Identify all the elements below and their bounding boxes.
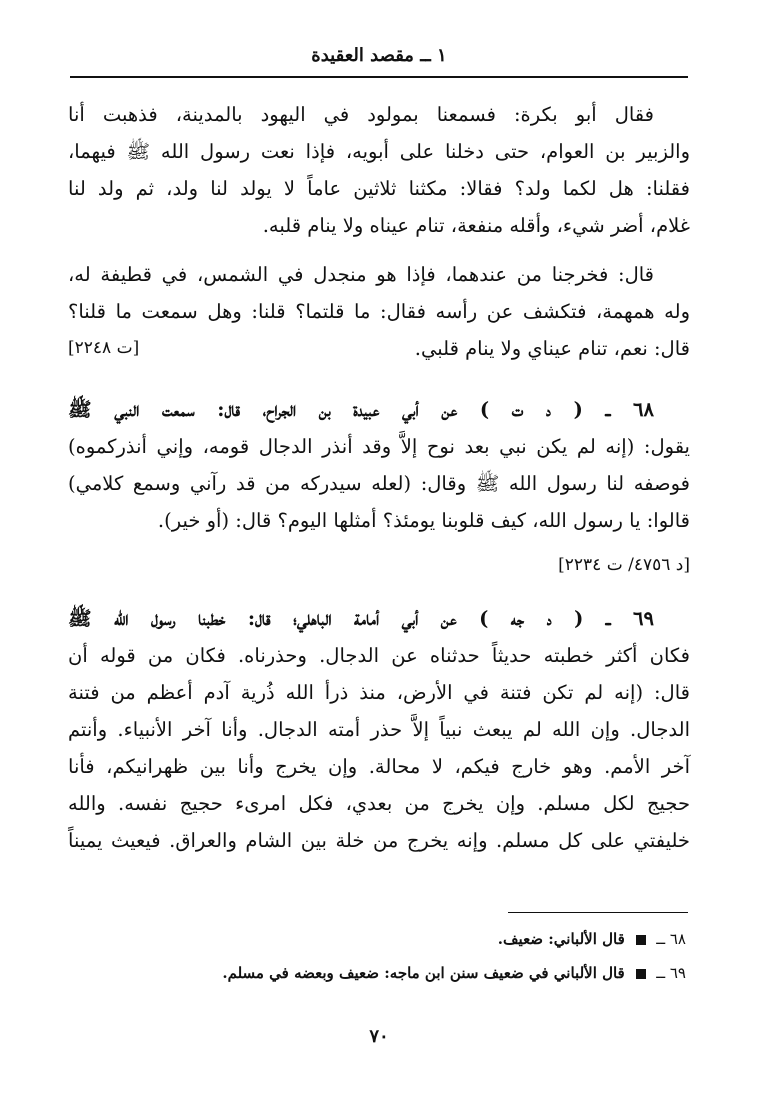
text-line-with-reference bbox=[68, 330, 690, 367]
footnote-number: ٦٨ bbox=[669, 930, 686, 948]
text-line: آخر الأمم. وهو خارج فيكم، لا محالة. وإن يخرج وأنا بين ظهرانيكم، فأنا bbox=[68, 755, 690, 778]
text-line: قال: (إنه لم تكن فتنة في الأرض، منذ ذرأ الله ذُرية آدم أعظم من فتنة bbox=[68, 681, 690, 704]
hadith-68 bbox=[68, 391, 690, 584]
text-line: فوصفه لنا رسول الله ﷺ وقال: (لعله سيدركه من قد رآني وسمع كلامي) bbox=[68, 472, 690, 495]
footnote-68 bbox=[72, 922, 686, 956]
text-line: الدجال. وإن الله لم يبعث نبياً إلاَّ حذر أمته الدجال. وأنا آخر الأنبياء. وأنتم bbox=[68, 718, 690, 741]
paragraph-qala bbox=[68, 256, 690, 367]
text-line: قالوا: يا رسول الله، كيف قلوبنا يومئذ؟ أمثلها اليوم؟ قال: (أو خير). bbox=[157, 509, 690, 532]
footnote-dash: ــ bbox=[656, 930, 666, 948]
text-line: فكان أكثر خطبته حديثاً حدثناه عن الدجال. وحذرناه. فكان من قوله أن bbox=[68, 644, 690, 667]
text-line: حجيج لكل مسلم. وإن يخرج من بعدي، فكل امرىء حجيج نفسه. والله bbox=[68, 792, 690, 815]
text-line: والزبير بن العوام، حتى دخلنا على أبويه، فإذا نعت رسول الله ﷺ فيهما، bbox=[68, 140, 690, 163]
text-line: قال: نعم، تنام عيناي ولا ينام قلبي. bbox=[414, 337, 690, 360]
text-line: فقلنا: هل لكما ولد؟ فقالا: مكثنا ثلاثين عاماً لا يولد لنا ولد، ثم ولد لنا bbox=[68, 177, 690, 200]
running-title: ١ ــ مقصد العقيدة bbox=[311, 45, 447, 66]
hadith-heading-line: ٦٩ ــ ( د جه ) عن أبي أمامة الباهلي؛ قال: خطبنا رسول الله ﷺ bbox=[68, 607, 654, 630]
footnote-rule bbox=[508, 912, 688, 913]
footnote-text: قال الألباني في ضعيف سنن ابن ماجه: ضعيف وبعضه في مسلم. bbox=[222, 964, 625, 982]
text-line: خليفتي على كل مسلم. وإنه يخرج من خلة بين الشام والعراق. فيعيث يميناً bbox=[68, 829, 690, 852]
footnote-69 bbox=[72, 956, 686, 990]
source-reference: [د ٤٧٥٦/ ت ٢٢٣٤] bbox=[558, 555, 690, 575]
text-line: فقال أبو بكرة: فسمعنا بمولود في اليهود بالمدينة، فذهبت أنا bbox=[68, 103, 654, 126]
main-text bbox=[68, 96, 690, 859]
footnotes bbox=[72, 922, 686, 990]
text-line: يقول: (إنه لم يكن نبي بعد نوح إلاَّ وقد أنذر الدجال قومه، وإني أنذركموه) bbox=[68, 435, 690, 458]
footnote-dash: ــ bbox=[656, 964, 666, 982]
paragraph-abu-bakra bbox=[68, 96, 690, 244]
footnote-number: ٦٩ bbox=[669, 964, 686, 982]
text-line: وله همهمة، فتكشف عن رأسه فقال: ما قلتما؟ قلنا: وهل سمعت ما قلنا؟ bbox=[68, 300, 690, 323]
square-bullet-icon bbox=[636, 935, 646, 945]
page-number: ٧٠ bbox=[369, 1026, 389, 1047]
source-reference: [ت ٢٢٤٨] bbox=[68, 338, 140, 358]
hadith-heading-line: ٦٨ ــ ( د ت ) عن أبي عبيدة بن الجراح، قال: سمعت النبي ﷺ bbox=[68, 398, 654, 421]
hadith-69 bbox=[68, 600, 690, 859]
header-rule bbox=[70, 76, 688, 78]
footnote-text: قال الألباني: ضعيف. bbox=[497, 930, 625, 948]
square-bullet-icon bbox=[636, 969, 646, 979]
text-line: غلام، أضر شيء، وأقله منفعة، تنام عيناه ولا ينام قلبه. bbox=[262, 214, 690, 237]
text-line: قال: فخرجنا من عندهما، فإذا هو منجدل في الشمس، في قطيفة له، bbox=[68, 263, 654, 286]
